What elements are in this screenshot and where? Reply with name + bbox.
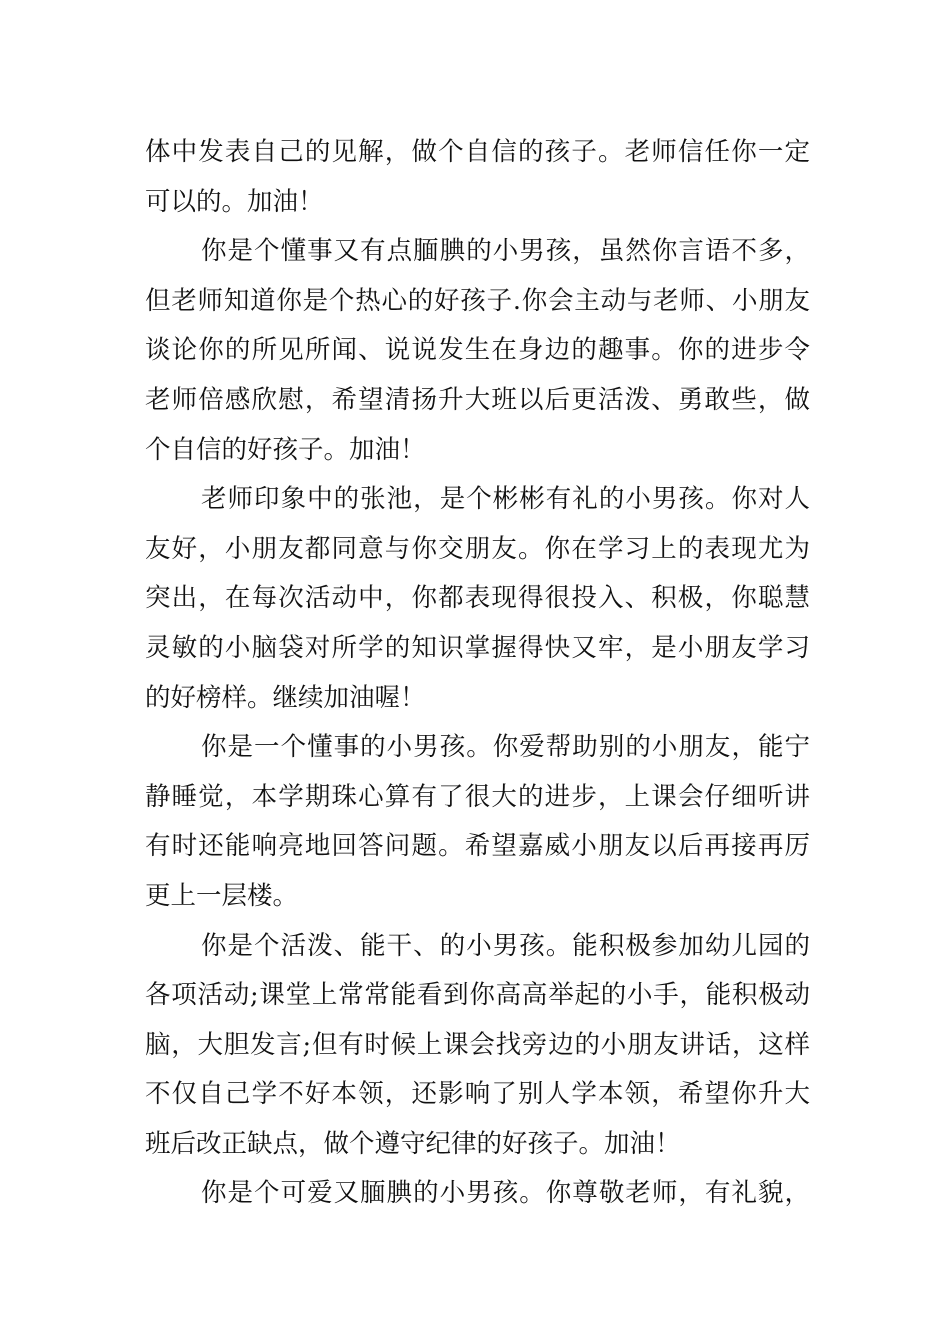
paragraph-first-line: 老师印象中的张池，是个彬彬有礼的小男孩。你对人 [201,484,810,515]
text-line: 突出，在每次活动中，你都表现得很投入、积极，你聪慧 [145,583,810,614]
text-line: 老师倍感欣慰，希望清扬升大班以后更活泼、勇敢些，做 [145,384,810,415]
text-line: 灵敏的小脑袋对所学的知识掌握得快又牢，是小朋友学习 [145,632,810,663]
text-line: 友好，小朋友都同意与你交朋友。你在学习上的表现尤为 [145,533,810,564]
text-line: 各项活动;课堂上常常能看到你高高举起的小手，能积极动 [145,980,810,1011]
paragraph-first-line: 你是一个懂事的小男孩。你爱帮助别的小朋友，能宁 [201,732,810,763]
paragraph-first-line: 你是个懂事又有点腼腆的小男孩，虽然你言语不多， [201,236,810,267]
paragraph-first-line: 你是个可爱又腼腆的小男孩。你尊敬老师，有礼貌， [201,1178,810,1209]
text-line: 脑，大胆发言;但有时候上课会找旁边的小朋友讲话，这样 [145,1029,810,1060]
text-line: 不仅自己学不好本领，还影响了别人学本领，希望你升大 [145,1079,810,1110]
text-line: 可以的。加油！ [145,186,324,217]
text-line: 但老师知道你是个热心的好孩子.你会主动与老师、小朋友 [145,285,810,316]
paragraph-first-line: 你是个活泼、能干、的小男孩。能积极参加幼儿园的 [201,930,810,961]
text-line: 的好榜样。继续加油喔！ [145,682,426,713]
text-line: 体中发表自己的见解，做个自信的孩子。老师信任你一定 [145,137,810,167]
text-line: 班后改正缺点，做个遵守纪律的好孩子。加油！ [145,1128,681,1159]
text-line: 有时还能响亮地回答问题。希望嘉威小朋友以后再接再厉 [145,831,810,862]
body-text [145,128,810,1219]
text-line: 个自信的好孩子。加油！ [145,434,426,465]
text-line: 更上一层楼。 [145,880,299,911]
text-line: 谈论你的所见所闻、说说发生在身边的趣事。你的进步令 [145,335,810,366]
text-line: 静睡觉，本学期珠心算有了很大的进步，上课会仔细听讲 [145,781,810,812]
